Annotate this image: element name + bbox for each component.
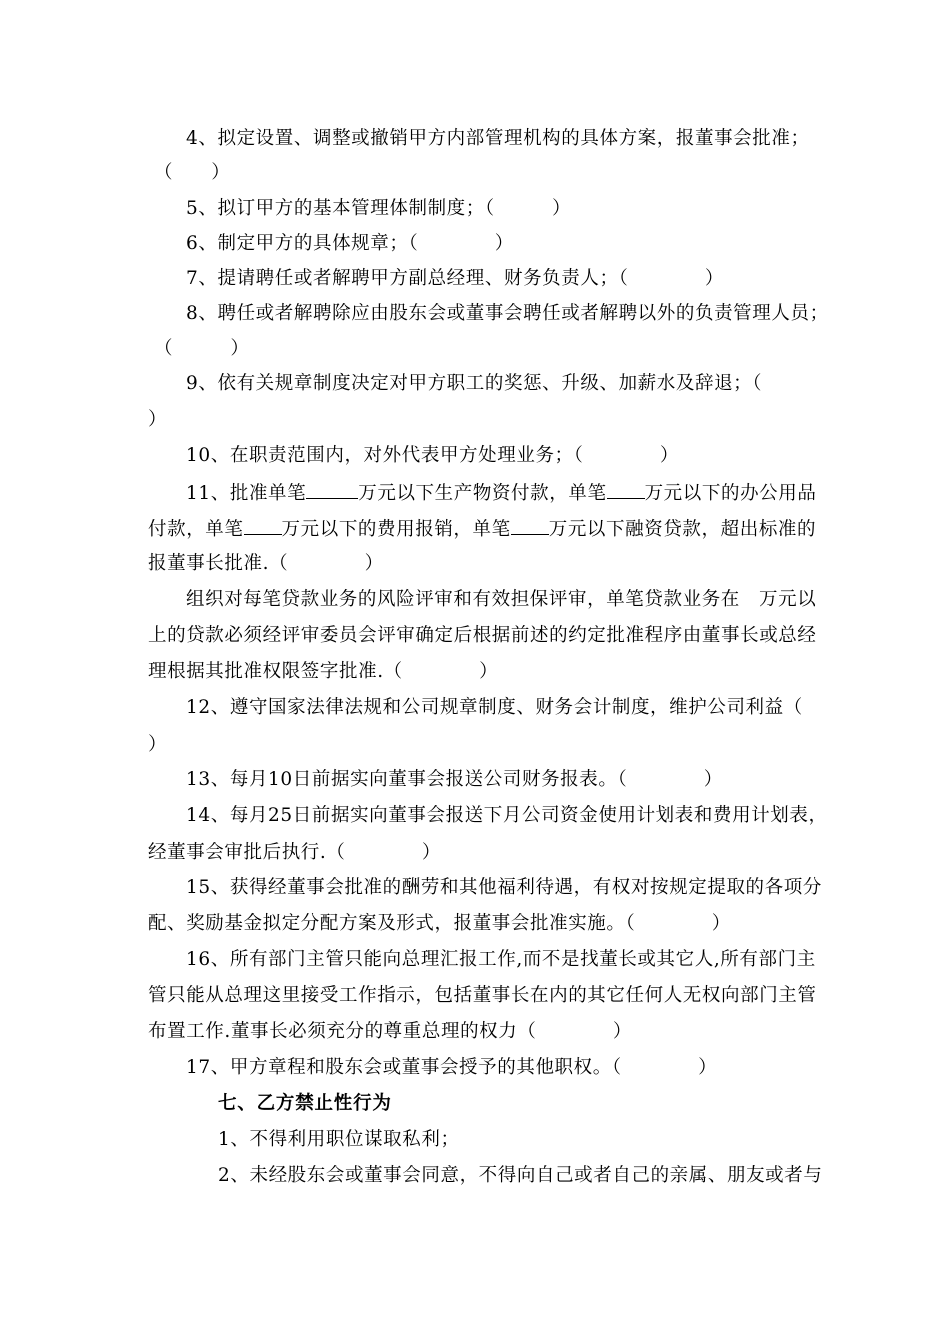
item-11-text-d: 付款，单笔 xyxy=(148,519,244,540)
item-15-line-1: 15、获得经董事会批准的酬劳和其他福利待遇，有权对按规定提取的各项分 xyxy=(186,877,822,898)
item-11-text-b: 万元以下生产物资付款，单笔 xyxy=(358,483,607,504)
item-11-text-f: 万元以下融资贷款，超出标准的 xyxy=(548,519,817,540)
section-heading: 七、乙方禁止性行为 xyxy=(218,1093,392,1114)
item-11-text-c: 万元以下的办公用品 xyxy=(644,483,817,504)
item-11-line-3: 报董事长批准.（ ） xyxy=(148,553,384,574)
item-7: 7、提请聘任或者解聘甲方副总经理、财务负责人；（ ） xyxy=(186,268,724,289)
item-11-text-a: 11、批准单笔 xyxy=(186,483,307,504)
item-11-text-e: 万元以下的费用报销，单笔 xyxy=(281,519,511,540)
item-17: 17、甲方章程和股东会或董事会授予的其他职权。（ ） xyxy=(186,1057,718,1078)
item-11-line-2 xyxy=(148,516,816,542)
item-16-line-1: 16、所有部门主管只能向总理汇报工作,而不是找董长或其它人,所有部门主 xyxy=(186,949,816,970)
blank-field[interactable] xyxy=(511,516,549,535)
item-13: 13、每月10日前据实向董事会报送公司财务报表。（ ） xyxy=(186,769,723,790)
item-14-line-1: 14、每月25日前据实向董事会报送下月公司资金使用计划表和费用计划表， xyxy=(186,805,828,826)
item-12-line-2: ） xyxy=(148,734,168,755)
item-10: 10、在职责范围内，对外代表甲方处理业务；（ ） xyxy=(186,445,679,466)
item-16-line-2: 管只能从总理这里接受工作指示，包括董事长在内的其它任何人无权向部门主管 xyxy=(148,985,817,1006)
item-4-line-1: 4、拟定设置、调整或撤销甲方内部管理机构的具体方案，报董事会批准； xyxy=(186,128,810,149)
item-11-line-1 xyxy=(186,480,816,506)
item-9-line-1: 9、依有关规章制度决定对甲方职工的奖惩、升级、加薪水及辞退；（ xyxy=(186,373,763,394)
blank-field[interactable] xyxy=(244,516,282,535)
item-6: 6、制定甲方的具体规章；（ ） xyxy=(186,233,514,254)
loan-para-line-2: 上的贷款必须经评审委员会评审确定后根据前述的约定批准程序由董事长或总经 xyxy=(148,625,817,646)
item-12-line-1: 12、遵守国家法律法规和公司规章制度、财务会计制度，维护公司利益（ xyxy=(186,697,803,718)
item-8-line-2: （ ） xyxy=(154,338,250,359)
loan-para-line-1: 组织对每笔贷款业务的风险评审和有效担保评审，单笔贷款业务在 万元以 xyxy=(186,589,817,610)
item-16-line-3: 布置工作.董事长必须充分的尊重总理的权力（ ） xyxy=(148,1021,632,1042)
loan-para-line-3: 理根据其批准权限签字批准.（ ） xyxy=(148,661,499,682)
item-14-line-2: 经董事会审批后执行.（ ） xyxy=(148,842,441,863)
item-5: 5、拟订甲方的基本管理体制制度；（ ） xyxy=(186,198,572,219)
prohibition-1: 1、不得利用职位谋取私利； xyxy=(218,1129,460,1150)
blank-field[interactable] xyxy=(607,480,645,499)
item-4-line-2: （ ） xyxy=(154,162,231,183)
prohibition-2: 2、未经股东会或董事会同意，不得向自己或者自己的亲属、朋友或者与 xyxy=(218,1165,823,1186)
item-8-line-1: 8、聘任或者解聘除应由股东会或董事会聘任或者解聘以外的负责管理人员； xyxy=(186,303,829,324)
item-9-line-2: ） xyxy=(148,409,168,430)
item-15-line-2: 配、奖励基金拟定分配方案及形式，报董事会批准实施。（ ） xyxy=(148,913,731,934)
blank-field[interactable] xyxy=(306,480,358,499)
